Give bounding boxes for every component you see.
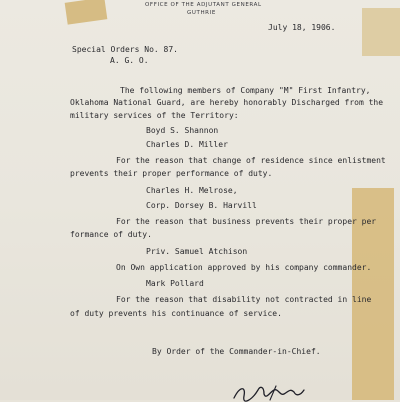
member-name: Charles H. Melrose, [146, 186, 238, 195]
reason-line: prevents their proper performance of duty. [70, 169, 273, 178]
reason-line: On Own application approved by his company commander. [116, 263, 372, 272]
order-office: A. G. O. [110, 56, 149, 65]
tape-strip-corner [362, 8, 400, 56]
letterhead-city: GUTHRIE [187, 10, 216, 16]
member-name: Charles D. Miller [146, 140, 228, 149]
member-name: Corp. Dorsey B. Harvill [146, 201, 257, 210]
letterhead-office: OFFICE OF THE ADJUTANT GENERAL [145, 2, 262, 8]
reason-line: For the reason that change of residence since enlistment [116, 156, 386, 165]
reason-line: For the reason that business prevents their proper per [116, 217, 377, 226]
reason-line: of duty prevents his continuance of service. [70, 309, 282, 318]
document-date: July 18, 1906. [268, 23, 336, 32]
member-name: Boyd S. Shannon [146, 126, 219, 135]
intro-line: The following members of Company "M" First Infantry, [120, 86, 371, 95]
reason-line: For the reason that disability not contracted in line [116, 295, 372, 304]
closing-line: By Order of the Commander-in-Chief. [152, 347, 321, 356]
reason-line: formance of duty. [70, 230, 152, 239]
intro-line: Oklahoma National Guard, are hereby honorably Discharged from the [70, 98, 384, 107]
member-name: Mark Pollard [146, 279, 204, 288]
intro-line: military services of the Territory: [70, 111, 239, 120]
handwritten-signature [230, 384, 320, 402]
tape-strip-top [65, 0, 108, 25]
order-number: Special Orders No. 87. [72, 45, 178, 54]
member-name: Priv. Samuel Atchison [146, 247, 248, 256]
